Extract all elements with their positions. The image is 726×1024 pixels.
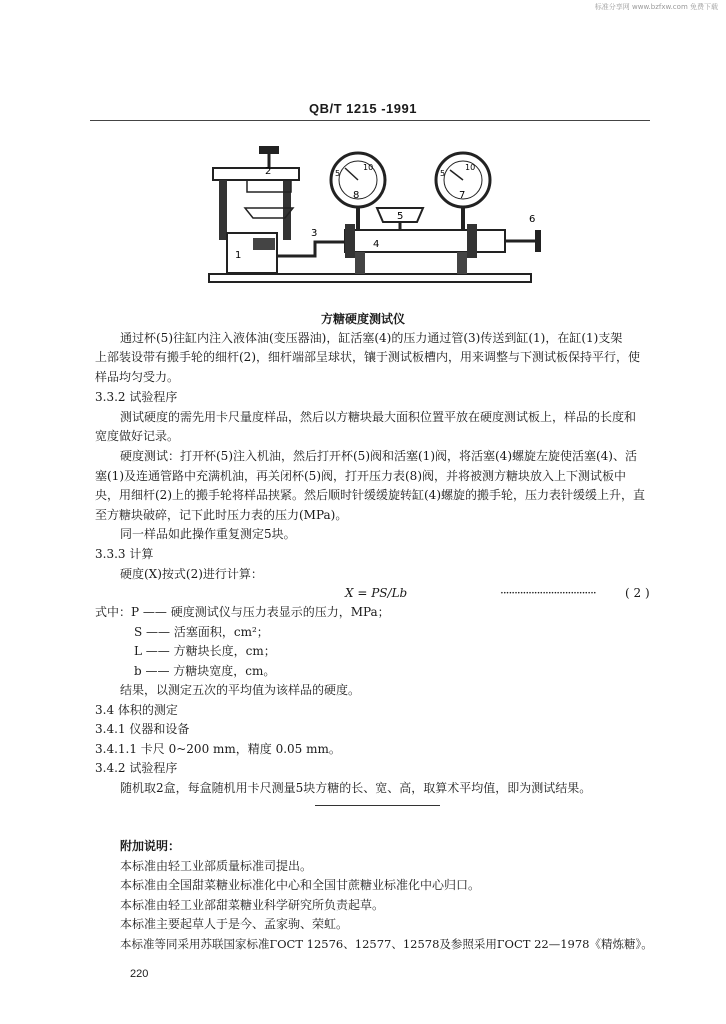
calc-intro: 硬度(X)按式(2)进行计算： xyxy=(120,567,263,581)
part-label-8: 8 xyxy=(353,190,360,201)
gauge-7-tick-5: 5 xyxy=(440,169,446,178)
end-of-text-rule xyxy=(315,805,440,806)
paragraph-procedure3: 同一样品如此操作重复测定5块。 xyxy=(120,527,296,541)
support-right xyxy=(457,252,467,274)
part-label-7: 7 xyxy=(459,190,466,201)
notes-title: 附加说明： xyxy=(120,839,181,853)
flange-right xyxy=(467,224,477,258)
note-line-1: 本标准由轻工业部质量标准司提出。 xyxy=(120,859,313,873)
standard-number-header: QB/T 1215 -1991 xyxy=(309,101,417,116)
figure-caption: 方糖硬度测试仪 xyxy=(320,312,405,326)
part-label-6: 6 xyxy=(529,214,536,225)
result-statement: 结果，以测定五次的平均值为该样品的硬度。 xyxy=(120,683,361,697)
section-3-3-3-heading: 3.3.3 计算 xyxy=(95,547,154,561)
section-3-3-2-heading: 3.3.2 试验程序 xyxy=(95,390,178,404)
header-rule xyxy=(90,120,650,121)
hardness-tester-diagram xyxy=(195,138,555,303)
note-line-2: 本标准由全国甜菜糖业标准化中心和全国甘蔗糖业标准化中心归口。 xyxy=(120,878,481,892)
part-label-2: 2 xyxy=(265,166,272,177)
screw-handle xyxy=(535,230,541,252)
paragraph-apparatus-line3: 样品均匀受力。 xyxy=(95,370,180,384)
paragraph-volume-procedure: 随机取2盒，每盒随机用卡尺测量5块方糖的长、宽、高，取算术平均值，即为测试结果。 xyxy=(120,781,592,795)
hardness-formula: X = PS/Lb xyxy=(345,586,408,600)
watermark: 标准分享网 www.bzfxw.com 免费下载 xyxy=(594,3,718,11)
cylinder-valve xyxy=(253,238,275,250)
cylinder-4 xyxy=(345,230,505,252)
where-p: 式中：P —— 硬度测试仪与压力表显示的压力，MPa； xyxy=(95,605,390,619)
section-3-4-heading: 3.4 体积的测定 xyxy=(95,703,178,717)
gauge-8-needle xyxy=(345,168,358,180)
base-plate xyxy=(209,274,531,282)
section-3-4-1-1: 3.4.1.1 卡尺 0~200 mm，精度 0.05 mm。 xyxy=(95,742,341,756)
paragraph-procedure2-line1: 硬度测试：打开杯(5)注入机油，然后打开杯(5)阀和活塞(1)阀，将活塞(4)螺旋左旋使活塞(4)、活 xyxy=(120,449,637,463)
note-line-3: 本标准由轻工业部甜菜糖业科学研究所负责起草。 xyxy=(120,898,385,912)
frame-top-bar xyxy=(213,168,299,180)
gauge-tick-5: 5 xyxy=(335,169,341,178)
where-s: S —— 活塞面积，cm²； xyxy=(134,625,269,639)
frame-column-right xyxy=(283,180,291,240)
flange-left xyxy=(345,224,355,258)
where-l: L —— 方糖块长度，cm； xyxy=(134,644,276,658)
frame-column-left xyxy=(219,180,227,240)
pipe-3 xyxy=(277,242,345,256)
paragraph-apparatus-line1: 通过杯(5)往缸内注入液体油(变压器油)，缸活塞(4)的压力通过管(3)传送到缸(1)，在缸(1)支架 xyxy=(120,331,623,345)
part-label-5: 5 xyxy=(397,211,404,222)
part-label-3: 3 xyxy=(311,228,318,239)
gauge-7-tick-10: 10 xyxy=(465,163,476,172)
section-3-4-1-heading: 3.4.1 仪器和设备 xyxy=(95,722,190,736)
paragraph-procedure1-line1: 测试硬度的需先用卡尺量度样品，然后以方糖块最大面积位置平放在硬度测试板上，样品的长度和 xyxy=(120,410,637,424)
section-3-4-2-heading: 3.4.2 试验程序 xyxy=(95,761,178,775)
paragraph-apparatus-line2: 上部装设带有搬手轮的细杆(2)，细杆端部呈球状，镶于测试板槽内，用来调整与下测试板保持平行，使 xyxy=(95,350,641,364)
paragraph-procedure2-line4: 至方糖块破碎，记下此时压力表的压力(MPa)。 xyxy=(95,508,348,522)
gauge-7-needle xyxy=(450,170,463,180)
gauge-tick-10: 10 xyxy=(363,163,374,172)
formula-leader-dots: ·································· xyxy=(500,586,596,600)
handwheel-top xyxy=(259,146,279,154)
paragraph-procedure2-line3: 央，用细杆(2)上的搬手轮将样品挟紧。然后顺时针缓缓旋转缸(4)螺旋的搬手轮，压力表针缓缓上升，直 xyxy=(95,488,645,502)
support-left xyxy=(355,252,365,274)
page-number: 220 xyxy=(130,968,149,980)
where-b: b —— 方糖块宽度，cm。 xyxy=(134,664,276,678)
formula-number: ( 2 ) xyxy=(625,586,650,600)
note-line-4: 本标准主要起草人于是今、孟家驹、荣虹。 xyxy=(120,917,349,931)
paragraph-procedure1-line2: 宽度做好记录。 xyxy=(95,429,180,443)
paragraph-procedure2-line2: 塞(1)及连通管路中充满机油，再关闭杯(5)阀，打开压力表(8)阀，并将被测方糖块放入上下测试板中 xyxy=(95,469,626,483)
part-label-4: 4 xyxy=(373,239,380,250)
note-line-5: 本标准等同采用苏联国家标准ГОСТ 12576、12577、12578及参照采用ГОСТ 22—1978《精炼糖》。 xyxy=(120,937,653,951)
part-label-1: 1 xyxy=(235,250,242,261)
